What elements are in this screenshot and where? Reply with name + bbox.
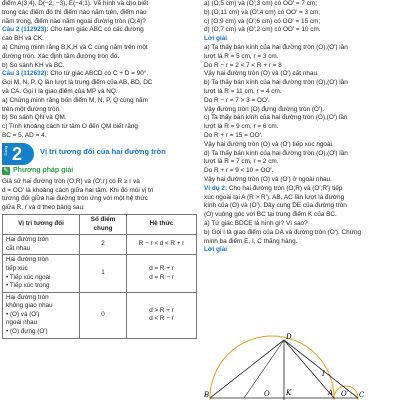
cau2-item: đường tròn. Xác định tâm đường tròn đó. (2, 52, 120, 60)
circle-o (210, 336, 334, 400)
position-table (2, 214, 197, 339)
solution-line: lượt là R = 11 cm, r = 4 cm. (204, 87, 282, 95)
cau2-text-line: cao BH và CK. (2, 35, 44, 43)
cell-line: Hai đường tròn (6, 293, 49, 301)
solution2-heading: Lời giải (204, 246, 228, 254)
table-cell-position (3, 292, 80, 338)
solution-line: c) Ta thấy bán kính của hai đường tròn (O),(O′) lần (204, 114, 348, 122)
table-cell-position (3, 255, 80, 292)
table-cell-count: 0 (80, 292, 127, 338)
label-b: B (204, 391, 210, 399)
solution-heading: Lời giải (204, 35, 228, 43)
section-number: 2 (12, 143, 23, 164)
cell-line: cắt nhau (6, 244, 31, 252)
cau3-text-line: và CA. Gọi I là giao điểm của MP và NQ. (2, 87, 118, 95)
example-heading: Ví dụ 2: (204, 184, 228, 192)
label-c: C (359, 391, 365, 399)
solution-line: Vậy hai đường tròn (O) và (O′) cắt nhau. (204, 70, 319, 78)
example-line: b) Gọi I là giao điểm của DA và đường tròn (O′). Chứng (204, 228, 362, 236)
cau3-heading: Câu 3 (112632): (2, 70, 49, 78)
solution-line: Do R + r = 15 = OO′. (204, 131, 263, 139)
label-k: K (286, 389, 292, 397)
exercise-item: b) (O;11 cm) và (O′;4 cm) có OO′ = 3 cm; (204, 8, 321, 16)
solution-line: Do R − r = 7 > 3 = OO′. (204, 96, 270, 104)
cau3-item: b) So sánh QN và QM. (2, 114, 67, 122)
intro-line: điểm A(3;4), D(−2; −3), E(−4;1). Vẽ hình và cho biết (2, 0, 149, 7)
table-row (3, 292, 197, 338)
example-line: (O) vuông góc với BC tại trung điểm K của BC. (204, 211, 337, 219)
method-line: Giả sử hai đường tròn (O;R) và (O′;r) có R ≥ r và (2, 177, 140, 185)
table-header: Số điểm chung (80, 214, 127, 234)
cau2-text: Cho tam giác ABC có các đường (48, 26, 144, 34)
cell-line: • (O) và (O′) (6, 310, 40, 318)
table-header: Vị trí tương đối (3, 214, 80, 234)
method-line: d = OO′ là khoảng cách giữa hai tâm. Khi đó mỗi vị trí (2, 186, 154, 194)
table-cell-count: 2 (80, 235, 127, 255)
example-line: a) Tứ giác BDCE là hình gì? Vì sao? (204, 219, 308, 227)
solution-line: lượt là R = 5 cm, r = 3 cm. (204, 52, 279, 60)
label-o-prime: O′ (341, 390, 349, 398)
cau3-text: Cho tứ giác ABCD có Ĉ + D̂ = 90°. (48, 70, 149, 78)
method-label: Phương pháp giải (13, 166, 74, 174)
cell-line: Hai đường tròn (6, 236, 49, 244)
cau3-item: c) Tính khoảng cách từ tâm O đến QM biết rằng (2, 123, 138, 131)
table-header: Hệ thức (127, 214, 197, 234)
cell-line: không giao nhau (6, 302, 53, 310)
cell-line: • Tiếp xúc trong (6, 282, 50, 290)
example-text: Cho hai đường tròn (O;R) và (O′;R′) tiếp (227, 184, 343, 192)
cell-line: • (O) đựng (O′) (6, 328, 48, 336)
pencil-icon: ✎ (3, 168, 9, 175)
cell-line: d < R − r (149, 315, 174, 323)
cell-line: d > R + r (149, 306, 174, 314)
table-cell-count: 1 (80, 255, 127, 292)
solution-line: d) Ta thấy bán kính của hai đường tròn (O),(O′) lần (204, 149, 348, 157)
example-line: kính của (O) và (O′). Dây cung DE của đường tròn (204, 202, 347, 210)
table-header-row (3, 214, 197, 234)
solution-line: Vậy hai đường tròn (O) và (O′) ở ngoài nhau. (204, 175, 332, 183)
example-line (204, 185, 398, 194)
cell-line: d = R + r (149, 264, 174, 272)
exercise-item: d) (O;7 cm) và (O′;2 cm) có OO′ = 10 cm. (204, 26, 321, 34)
solution-line: Vậy hai đường tròn (O) và (O′) tiếp xúc ngoài. (204, 140, 334, 148)
table-cell-relation (127, 292, 197, 338)
label-a: A (328, 389, 334, 397)
table-cell-relation: R − r < d < R + r (127, 235, 197, 255)
method-heading (2, 167, 199, 177)
right-column (204, 0, 398, 400)
label-o: O (264, 390, 270, 398)
solution-line: Do R − r = 2 < 7 < R + r = 8 (204, 61, 282, 69)
cau3-item: trên một đường tròn. (2, 105, 61, 113)
cell-line: • Tiếp xúc ngoài (6, 273, 51, 281)
solution-line: Vậy đường tròn (O) đựng đường tròn (O′). (204, 105, 325, 113)
cau2-line (2, 26, 199, 35)
solution-line: a) Ta thấy bán kính của hai đường tròn (O),(O′) lần (204, 43, 348, 51)
method-line: giữa R, r và d theo bảng sau: (2, 204, 85, 212)
cell-line: ngoài nhau (6, 319, 38, 327)
table-cell-position (3, 235, 80, 255)
solution-line: lượt là R = 9 cm, r = 6 cm. (204, 123, 279, 131)
label-i: I (322, 370, 325, 378)
method-line: tương đối giữa hai đường tròn ứng với một hệ thức (2, 195, 148, 203)
section-header (2, 143, 199, 165)
cell-line: tiếp xúc (6, 264, 28, 272)
label-d: D (286, 333, 292, 341)
cau3-text-line: Gọi M, N, P, Q lần lượt là trung điểm của AB, BD, DC (2, 79, 153, 87)
cau3-line (2, 70, 199, 79)
exercise-item: c) (O;9 cm) và (O′;6 cm) có OO′ = 15 cm; (204, 17, 321, 25)
exercise-item: a) (O;5 cm) và (O′;3 cm) có OO′ = 7 cm; (204, 0, 318, 7)
solution-line: lượt là R = 7 cm, r = 2 cm. (204, 158, 279, 166)
cau2-item: a) Chứng minh rằng B,K,H và C cùng nằm trên một (2, 43, 148, 51)
cell-line: d = R − r (149, 273, 174, 281)
cau2-item: b) So sánh KH và BC. (2, 61, 65, 69)
segment-bd (210, 340, 284, 398)
solution-line: Do R + r = 9 < 10 = OO′. (204, 167, 274, 175)
section-title: Vị trí tương đối của hai đường tròn (40, 146, 166, 156)
intro-line: nằm trong, điểm nào nằm ngoài đường tròn (O;4)? (2, 17, 146, 25)
example-line: minh ba điểm E, I, C thẳng hàng. (204, 237, 298, 245)
example-line: xúc ngoài tại A (R > R′). AB, AC lần lượt là đường (204, 193, 345, 201)
geometry-figure (204, 302, 398, 400)
cau3-item: BC = 5, AD = 4. (2, 131, 47, 139)
table-row (3, 255, 197, 292)
table-cell-relation (127, 255, 197, 292)
solution-line: b) Ta thấy bán kính của hai đường tròn (O),(O′) lần (204, 79, 348, 87)
cau2-heading: Câu 2 (112923): (2, 26, 49, 34)
intro-line: trong các điểm đó thì điểm nào nằm trên, điểm nào (2, 8, 147, 16)
table-row (3, 235, 197, 255)
cell-line: Hai đường tròn (6, 256, 49, 264)
cau3-item: a) Chứng minh rằng bốn điểm M, N, P, Q cùng nằm (2, 96, 148, 104)
left-column (0, 0, 199, 400)
section-type-label: Dạng (3, 145, 8, 156)
